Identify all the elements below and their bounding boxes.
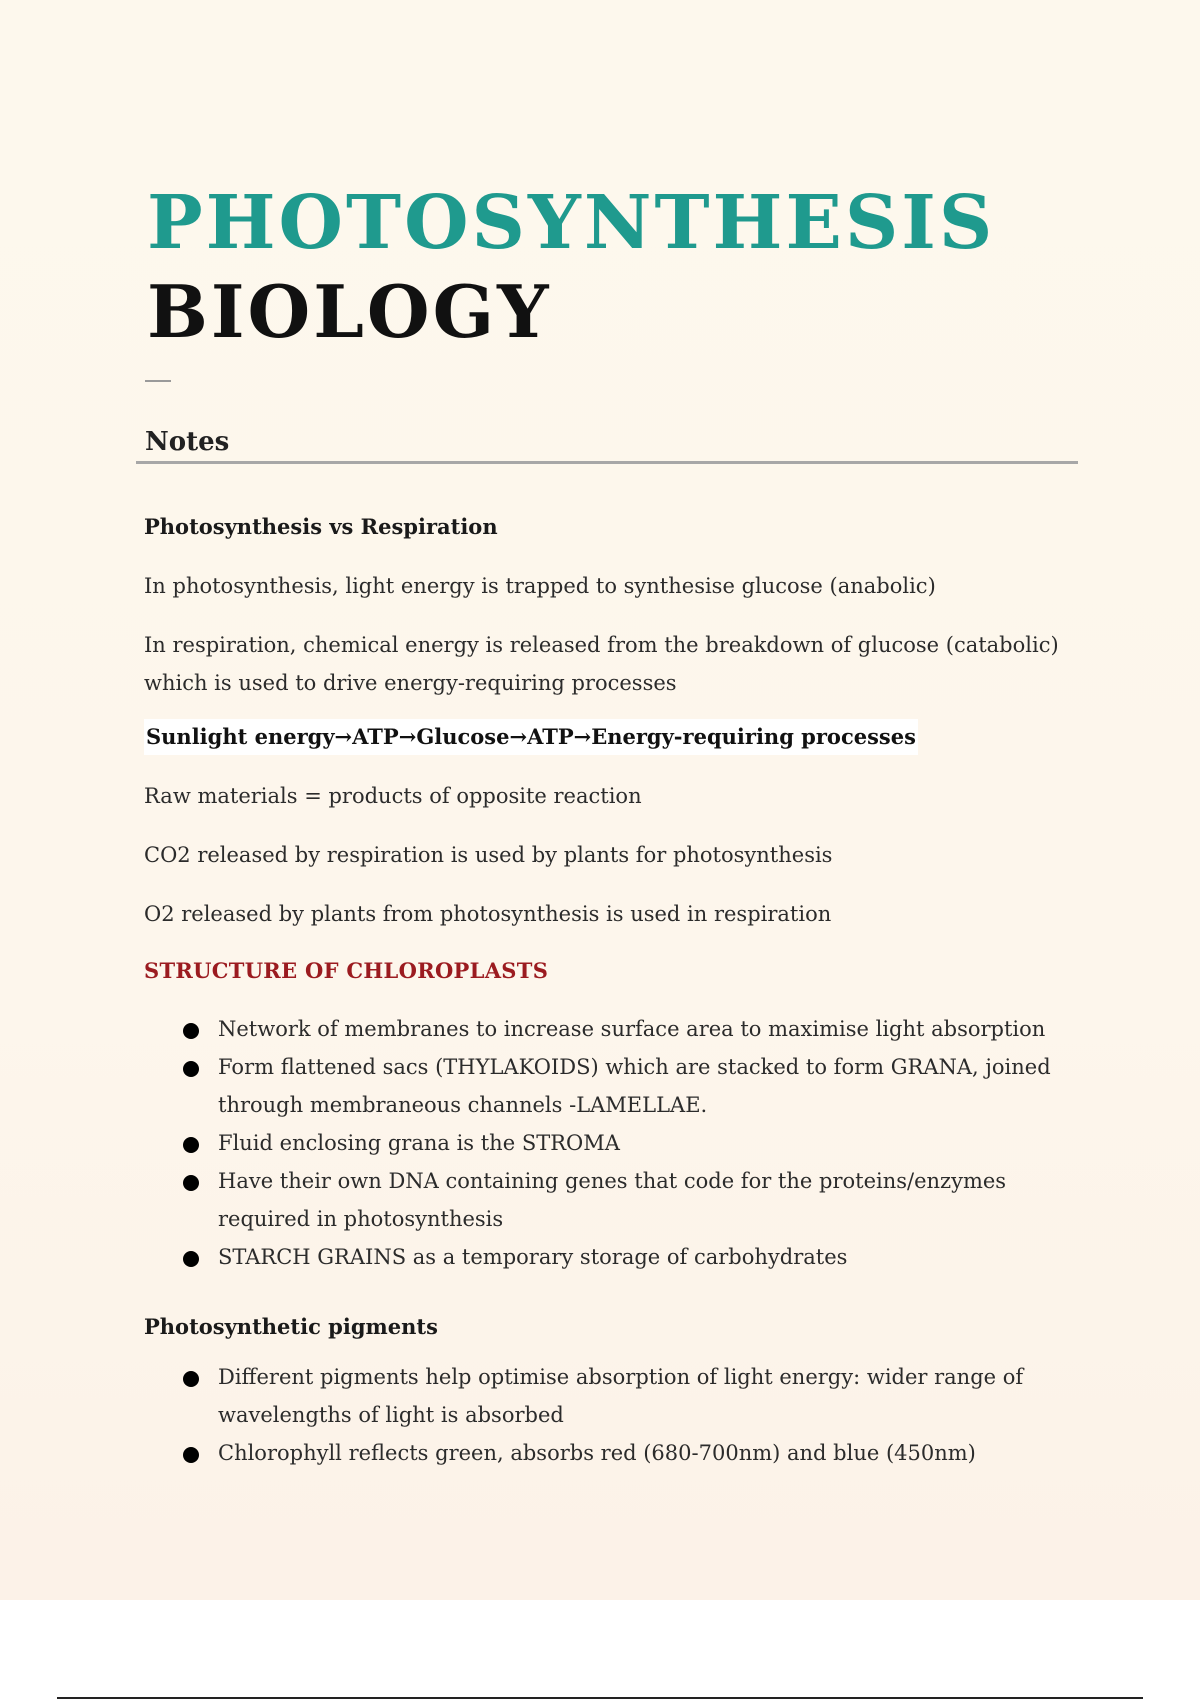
list-item: Chlorophyll reflects green, absorbs red (680-700nm) and blue (450nm) [144,1434,1094,1472]
bullet-icon [183,1251,199,1267]
bullet-icon [183,1137,199,1153]
bullet-icon [183,1061,199,1077]
bullet-icon [183,1447,199,1463]
list-item: Different pigments help optimise absorption of light energy: wider range of wavelengths of light is absorbed [144,1358,1094,1434]
document-title: PHOTOSYNTHESIS [147,180,996,266]
page-bottom-rule [57,1697,1143,1699]
paragraph-co2: CO2 released by respiration is used by plants for photosynthesis [144,843,833,867]
heading-photosynthesis-vs-respiration: Photosynthesis vs Respiration [144,514,498,539]
list-item: Have their own DNA containing genes that code for the proteins/enzymes required in photosynthesis [144,1162,1094,1238]
bullet-icon [183,1175,199,1191]
paragraph-o2: O2 released by plants from photosynthesis is used in respiration [144,902,832,926]
list-item: Network of membranes to increase surface area to maximise light absorption [144,1010,1094,1048]
list-item: Fluid enclosing grana is the STROMA [144,1124,1094,1162]
energy-chain-highlight: Sunlight energy→ATP→Glucose→ATP→Energy-requiring processes [144,719,918,755]
chloroplast-bullet-list [144,1010,1094,1276]
heading-structure-of-chloroplasts: STRUCTURE OF CHLOROPLASTS [144,958,549,983]
energy-chain-line [144,718,1094,756]
heading-photosynthetic-pigments: Photosynthetic pigments [144,1314,438,1339]
section-rule [136,461,1078,464]
list-item: STARCH GRAINS as a temporary storage of carbohydrates [144,1238,1094,1276]
notes-content [144,508,1094,1472]
bullet-icon [183,1371,199,1387]
pigment-bullet-list [144,1358,1094,1472]
bullet-icon [183,1023,199,1039]
paragraph-raw-materials: Raw materials = products of opposite reaction [144,784,642,808]
paragraph-photosynthesis: In photosynthesis, light energy is trapped to synthesise glucose (anabolic) [144,574,936,598]
list-item: Form flattened sacs (THYLAKOIDS) which are stacked to form GRANA, joined through membraneous channels -LAMELLAE. [144,1048,1094,1124]
document-subtitle: BIOLOGY [147,269,552,354]
title-divider-dash [145,380,171,382]
paragraph-respiration: In respiration, chemical energy is released from the breakdown of glucose (catabolic) which is used to drive energy-requiring processes [144,633,1059,695]
section-label-notes: Notes [145,427,230,457]
